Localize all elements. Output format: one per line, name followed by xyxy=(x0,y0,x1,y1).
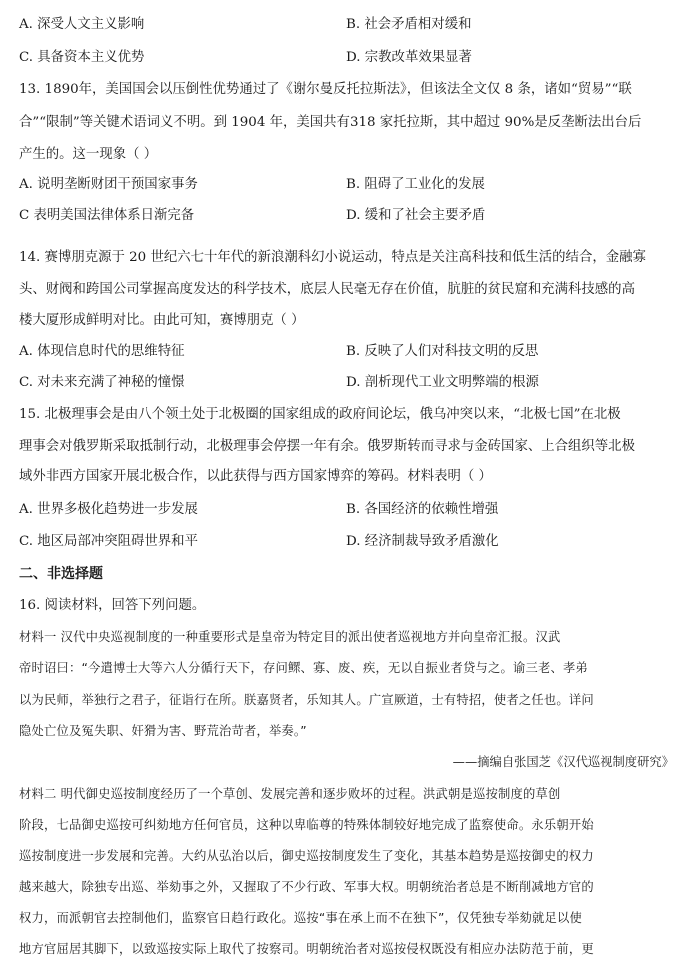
material1-line: 材料一 汉代中央巡视制度的一种重要形式是皇帝为特定目的派出使者巡视地方并向皇帝汇报。汉武 xyxy=(19,630,561,644)
q15-option-b: B. 各国经济的依赖性增强 xyxy=(346,502,499,517)
q12-option-b: B. 社会矛盾相对缓和 xyxy=(346,17,472,32)
q15-stem-line: 15. 北极理事会是由八个领土处于北极圈的国家组成的政府间论坛，俄乌冲突以来，“北极七国”在北极 xyxy=(19,407,621,422)
q14-stem-line: 14. 赛博朋克源于 20 世纪六七十年代的新浪潮科幻小说运动，特点是关注高科技和低生活的结合，金融寡 xyxy=(19,250,646,265)
material1-source: ——摘编自张国芝《汉代巡视制度研究》 xyxy=(452,755,674,769)
q13-option-b: B. 阻碍了工业化的发展 xyxy=(346,177,485,192)
material2-line: 阶段，七品御史巡按可纠劾地方任何官员，这种以卑临尊的特殊体制较好地完成了监察使命。永乐朝开始 xyxy=(19,818,594,832)
q14-option-c: C. 对未来充满了神秘的憧憬 xyxy=(19,375,185,390)
q15-option-a: A. 世界多极化趋势进一步发展 xyxy=(19,502,198,517)
material2-line: 巡按制度进一步发展和完善。大约从弘治以后，御史巡按制度发生了变化，其基本趋势是巡按御史的权力 xyxy=(19,849,594,863)
section-heading: 二、非选择题 xyxy=(19,566,103,582)
q15-stem-line: 域外非西方国家开展北极合作，以此获得与西方国家博弈的筹码。材料表明（ ） xyxy=(19,469,492,484)
q12-option-a: A. 深受人文主义影响 xyxy=(19,17,145,32)
q13-option-d: D. 缓和了社会主要矛盾 xyxy=(346,208,486,223)
q12-option-c: C. 具备资本主义优势 xyxy=(19,50,145,65)
q13-option-a: A. 说明垄断财团干预国家事务 xyxy=(19,177,198,192)
q12-option-d: D. 宗教改革效果显著 xyxy=(346,50,472,65)
q13-option-c: C 表明美国法律体系日渐完备 xyxy=(19,208,195,223)
material2-line: 材料二 明代御史巡按制度经历了一个草创、发展完善和逐步败坏的过程。洪武朝是巡按制度的草创 xyxy=(19,787,561,801)
q15-option-c: C. 地区局部冲突阻碍世界和平 xyxy=(19,534,198,549)
material2-line: 地方官屈居其脚下，以致巡按实际上取代了按察司。明朝统治者对巡按侵权既没有相应办法防范于前，更 xyxy=(19,942,594,956)
q14-option-d: D. 剖析现代工业文明弊端的根源 xyxy=(346,375,539,390)
q14-stem-line: 头、财阀和跨国公司掌握高度发达的科学技术，底层人民毫无存在价值，肮脏的贫民窟和充满科技感的高 xyxy=(19,282,635,297)
material1-line: 以为民师，举独行之君子，征诣行在所。朕嘉贤者，乐知其人。广宣厥道，士有特招，使者之任也。详问 xyxy=(19,693,594,707)
q14-option-b: B. 反映了人们对科技文明的反思 xyxy=(346,344,539,359)
q13-stem-line: 合”“限制”等关键术语词义不明。到 1904 年，美国共有318 家托拉斯，其中超过 90%是反垄断法出台后 xyxy=(19,115,642,130)
q15-stem-line: 理事会对俄罗斯采取抵制行动，北极理事会停摆一年有余。俄罗斯转而寻求与金砖国家、上合组织等北极 xyxy=(19,439,635,454)
q13-stem-line: 13. 1890年，美国国会以压倒性优势通过了《谢尔曼反托拉斯法》，但该法全文仅 8 条，诸如“贸易”“联 xyxy=(19,82,632,97)
q14-option-a: A. 体现信息时代的思维特征 xyxy=(19,344,185,359)
q14-stem-line: 楼大厦形成鲜明对比。由此可知，赛博朋克（ ） xyxy=(19,313,305,328)
material1-line: 隐处亡位及冤失职、奸猾为害、野荒治苛者，举奏。” xyxy=(19,724,307,738)
material2-line: 权力，而派朝官去控制他们，监察官日趋行政化。巡按“事在承上而不在独下”，仅凭独专举劾就足以使 xyxy=(19,911,583,925)
q13-stem-line: 产生的。这一现象（ ） xyxy=(19,147,158,162)
q15-option-d: D. 经济制裁导致矛盾激化 xyxy=(346,534,499,549)
q16-prompt: 16. 阅读材料，回答下列问题。 xyxy=(19,598,206,613)
material1-line: 帝时诏曰：“今遣博士大等六人分循行天下，存问鳏、寡、废、疾，无以自振业者贷与之。谕三老、孝弟 xyxy=(19,661,588,675)
material2-line: 越来越大，除独专出巡、举劾事之外，又握取了不少行政、军事大权。明朝统治者总是不断削减地方官的 xyxy=(19,880,594,894)
